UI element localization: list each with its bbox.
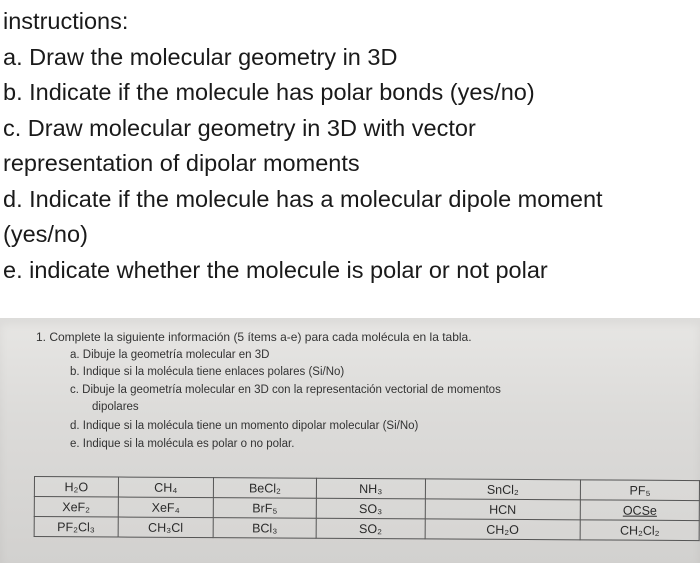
- photo-item-d: d. Indique si la molécula tiene un momento dipolar molecular (Si/No): [70, 420, 419, 432]
- instructions-block: [3, 4, 697, 288]
- table-cell: OCSe: [580, 500, 699, 521]
- table-cell: CH₄: [118, 477, 213, 498]
- worksheet-photo: [0, 318, 700, 563]
- table-cell: HCN: [425, 499, 581, 520]
- table-cell: SO₃: [316, 498, 425, 519]
- table-cell: CH₃Cl: [118, 517, 213, 538]
- instruction-c-continued: representation of dipolar moments: [3, 150, 360, 176]
- table-cell: SO₂: [316, 518, 425, 539]
- photo-item-b: b. Indique si la molécula tiene enlaces polares (Si/No): [70, 366, 345, 378]
- instruction-e: e. indicate whether the molecule is polar or not polar: [3, 256, 548, 283]
- photo-item-c-continued: dipolares: [92, 401, 139, 413]
- table-cell: BeCl₂: [213, 478, 316, 499]
- table-cell: BCl₃: [213, 518, 316, 539]
- instructions-heading: instructions:: [3, 8, 129, 34]
- instruction-d: d. Indicate if the molecule has a molecular dipole moment: [3, 185, 603, 212]
- table-cell: PF₅: [581, 480, 700, 501]
- table-cell: SnCl₂: [425, 479, 581, 500]
- instruction-b: b. Indicate if the molecule has polar bonds (yes/no): [3, 79, 535, 105]
- table-cell: XeF₂: [34, 497, 118, 518]
- instruction-a: a. Draw the molecular geometry in 3D: [3, 43, 398, 70]
- instruction-c: c. Draw molecular geometry in 3D with vector: [3, 114, 476, 141]
- instruction-d-continued: (yes/no): [3, 221, 88, 247]
- table-cell: H₂O: [34, 477, 118, 498]
- photo-item-e: e. Indique si la molécula es polar o no polar.: [70, 438, 295, 450]
- molecule-table: [34, 476, 700, 541]
- table-cell: NH₃: [316, 478, 425, 499]
- photo-item-c: c. Dibuje la geometría molecular en 3D con la representación vectorial de momentos: [70, 384, 501, 396]
- table-cell: BrF₅: [213, 498, 316, 519]
- question-text: 1. Complete la siguiente información (5 ítems a-e) para cada molécula en la tabla.: [36, 330, 472, 344]
- photo-item-a: a. Dibuje la geometría molecular en 3D: [70, 349, 270, 361]
- table-cell: XeF₄: [118, 497, 213, 518]
- table-cell: CH₂Cl₂: [580, 520, 699, 541]
- table-cell: CH₂O: [425, 519, 581, 540]
- table-cell: PF₂Cl₃: [34, 517, 118, 538]
- table-row: [34, 517, 699, 541]
